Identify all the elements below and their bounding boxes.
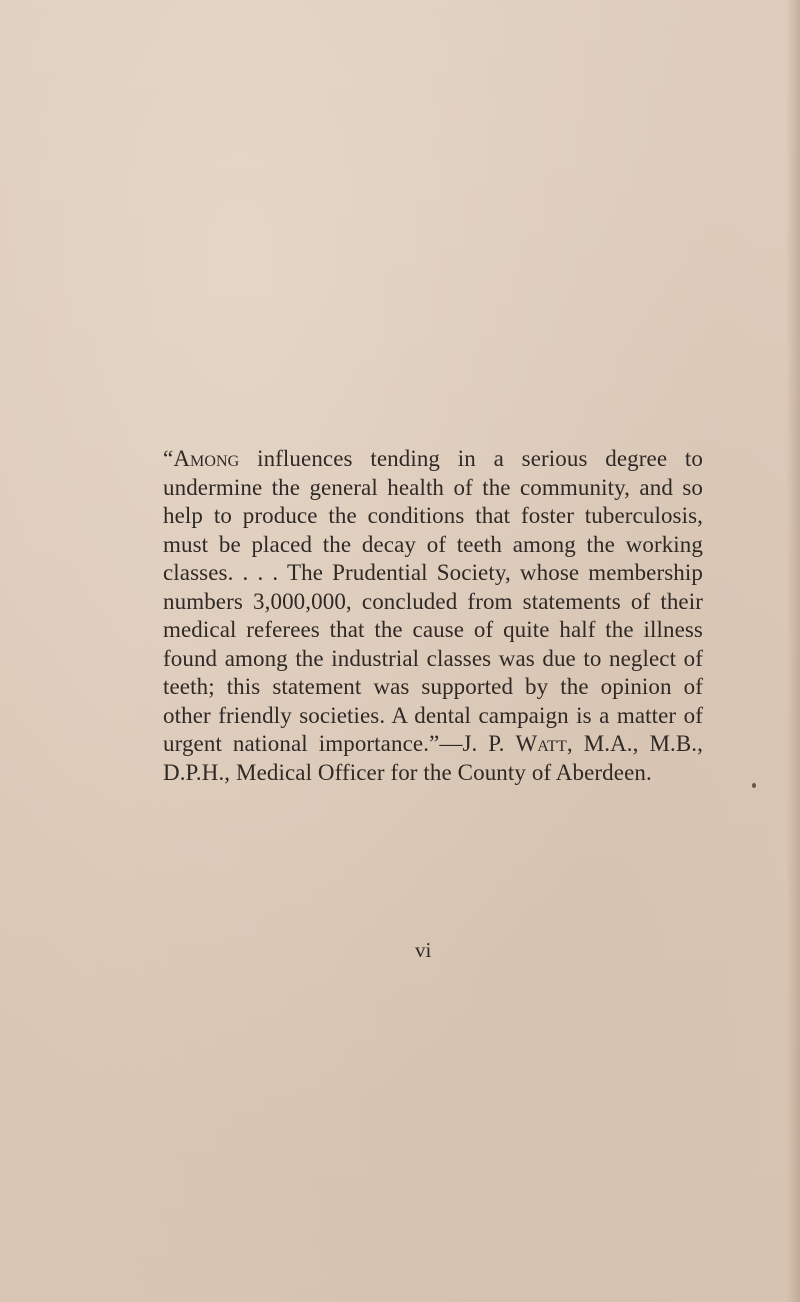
quote-body: influences tending in a serious degree to undermine the general health of the community, and so help to produce the conditions that foster tuberculosis, must be placed the decay of teeth among the working classes. . . . The Prudential Society, whose membership numbers 3,000,000, concluded from statements of their medical referees that the cause of quite half the illness found among the industrial classes was due to neglect of teeth; this statement was supported by the opinion of other friendly societies. A dental campaign is a matter of urgent national importance.”—J. P. [163, 446, 703, 756]
epigraph-quote [163, 445, 703, 787]
page-edge-shadow [786, 0, 800, 1302]
ink-speck [752, 783, 756, 788]
author-credentials: , M.A., M.B., D.P.H., Medical Officer for the County of Aberdeen. [163, 731, 703, 785]
page-number: vi [415, 938, 432, 962]
opening-quote-mark: “ [163, 446, 174, 471]
author-surname: Watt [515, 731, 567, 756]
quote-lead-word: Among [173, 446, 240, 471]
